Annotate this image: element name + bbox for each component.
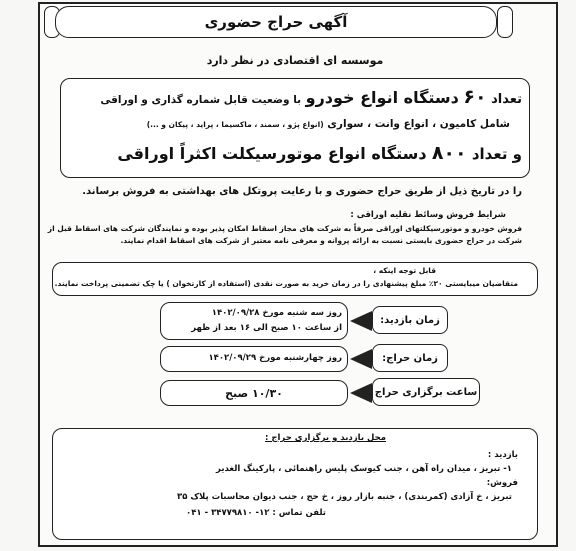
place-visit-text: ۱- تبریز ، میدان راه آهن ، جنب کیوسک پلیس راهنمائی ، پارکینگ الغدیر (216, 464, 512, 474)
start-arrow-icon (350, 383, 372, 403)
note-text: متقاضیان میبایستی ۲۰٪ مبلغ پیشنهادی را در زمان خرید به صورت نقدی (استفاده از کارتخوان ) یا چک تضمینی پرداخت نمایند. (54, 279, 518, 288)
visit-arrow-icon (350, 311, 372, 331)
conditions-heading: شرایط فروش وسائط نقلیه اوراقی : (350, 210, 506, 220)
lot1-main: دستگاه انواع خودرو (305, 88, 459, 107)
place-visit-heading: بازدید : (487, 450, 518, 460)
lot1-detail-small: (انواع پژو ، سمند ، ماکسیما ، پراید ، پیکان و ...) (146, 120, 324, 129)
note-heading: قابل توجه اینکه ، (373, 266, 436, 275)
intro-line: را در تاریخ ذیل از طریق حراج حضوری و با رعایت پروتکل های بهداشتی به فروش برساند. (82, 186, 522, 197)
visit-line-2: از ساعت ۱۰ صبح الی ۱۶ بعد از ظهر (191, 323, 342, 333)
visit-label: زمان بازدید: (372, 306, 448, 334)
lot1-detail: شامل کامیون ، انواع وانت ، سواری (327, 118, 510, 130)
place-sale-text: تبریز ، خ آزادی (کمربندی) ، جنبه بازار روز ، خ حج ، جنب دیوان محاسبات پلاک ۳۵ (177, 492, 512, 502)
ad-title: آگهی حراج حضوری (55, 6, 497, 38)
lot2-count: ۸۰۰ (431, 142, 467, 164)
lot1-suffix: با وضعیت قابل شماره گذاری و اوراقی (100, 94, 302, 106)
auction-label: زمان حراج: (372, 344, 448, 372)
start-time-box (160, 380, 348, 406)
org-line: موسسه ای اقتصادی در نظر دارد (206, 54, 384, 67)
conditions-text-1: فروش خودرو و موتورسیکلتهای اوراقی صرفاً به شرکت های مجاز اسقاط امکان پذیر بوده و نمایندگان شرکت های اسقاط قبل از (47, 224, 522, 233)
place-heading: محل بازدید و برگزاری حراج : (265, 433, 386, 443)
conditions-text-2: شرکت در حراج حضوری بایستی نسبت به ارائه پروانه و معرفی نامه معتبر از شرکت های اسقاط اقدام نمایند. (120, 236, 522, 245)
scroll-roll-right (497, 6, 513, 38)
place-box (52, 428, 538, 540)
start-label: ساعت برگزاری حراج (372, 378, 480, 406)
auction-line-1: روز چهارشنبه مورخ ۱۴۰۲/۰۹/۲۹ (208, 353, 342, 363)
lot1-prefix: تعداد (491, 92, 522, 107)
lot1-line (100, 86, 522, 108)
visit-line-1: روز سه شنبه مورخ ۱۴۰۲/۰۹/۲۸ (211, 308, 342, 318)
place-sale-heading: فروش: (486, 478, 518, 488)
lot1-count: ۶۰ (463, 86, 487, 108)
lot2-prefix: و تعداد (471, 145, 522, 163)
lot2-main: دستگاه انواع موتورسیکلت اکثراً اوراقی (117, 144, 427, 163)
lot2-line (117, 142, 522, 164)
place-phone: تلفن تماس : ۱۲- ۳۴۷۷۹۸۱۰ - ۰۴۱ (186, 508, 326, 518)
start-value: ۱۰/۳۰ صبح (225, 386, 283, 400)
auction-arrow-icon (350, 349, 372, 369)
lot1-detail-line (147, 118, 510, 130)
